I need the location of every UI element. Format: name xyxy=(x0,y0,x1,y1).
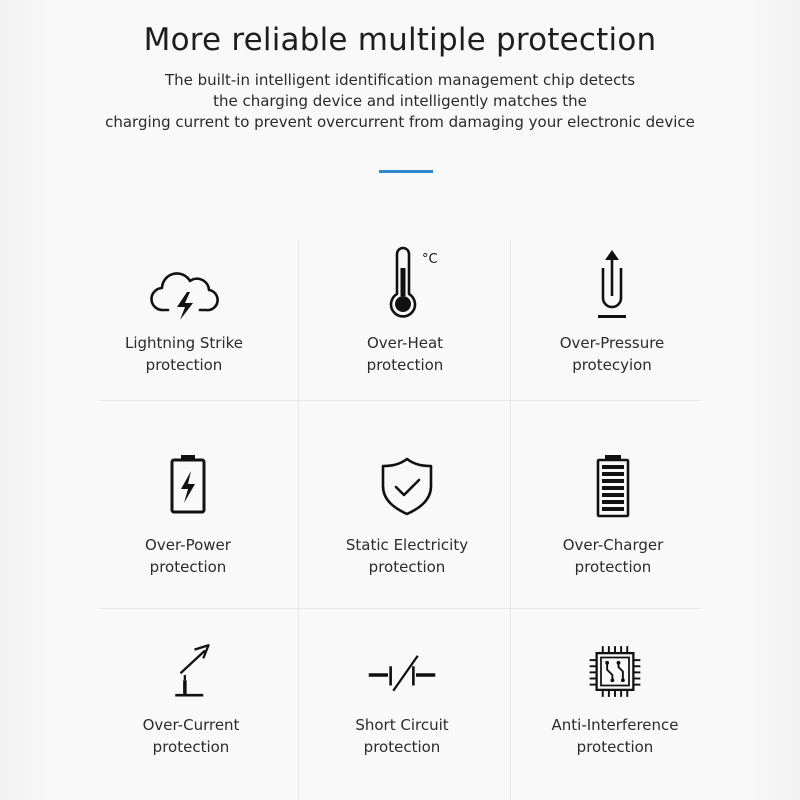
feature-over-heat xyxy=(305,244,505,376)
feature-label: Over-Current protection xyxy=(142,716,240,756)
feature-label: Over-Power protection xyxy=(145,536,231,576)
subtitle-line-3: charging current to prevent overcurrent from damaging your electronic device xyxy=(105,113,695,131)
battery-full-icon xyxy=(573,450,653,530)
battery-bolt-icon xyxy=(148,450,228,530)
pressure-arrow-icon xyxy=(572,244,652,324)
svg-text:°C: °C xyxy=(422,252,438,267)
feature-static-electricity xyxy=(307,450,507,578)
feature-label: Over-Pressure protecyion xyxy=(559,334,665,374)
page-title: More reliable multiple protection xyxy=(143,22,657,58)
accent-divider xyxy=(379,170,433,173)
grid-vline-2 xyxy=(510,240,511,800)
feature-label: Anti-Interference protection xyxy=(551,716,679,756)
feature-over-power xyxy=(88,450,288,578)
page-subtitle xyxy=(0,70,800,133)
feature-label: Over-Charger protection xyxy=(562,536,664,576)
subtitle-line-1: The built-in intelligent identification management chip detects xyxy=(164,71,636,89)
feature-over-current xyxy=(91,640,291,758)
grid-hline-2 xyxy=(100,608,700,609)
feature-anti-interference xyxy=(515,640,715,758)
feature-short-circuit xyxy=(302,640,502,758)
feature-label: Short Circuit protection xyxy=(355,716,449,756)
chip-icon xyxy=(575,640,655,710)
current-arrow-icon xyxy=(151,640,231,710)
grid-hline-1 xyxy=(100,400,700,401)
feature-over-pressure xyxy=(512,244,712,376)
feature-label: Over-Heat protection xyxy=(366,334,444,374)
feature-label: Static Electricity protection xyxy=(345,536,469,576)
lightning-cloud-icon xyxy=(144,252,224,332)
subtitle-line-2: the charging device and intelligently matches the xyxy=(213,92,587,110)
thermometer-icon xyxy=(365,244,445,324)
feature-lightning-strike xyxy=(84,252,284,376)
grid-vline-1 xyxy=(298,240,299,800)
feature-over-charger xyxy=(513,450,713,578)
shield-check-icon xyxy=(367,450,447,530)
short-circuit-icon xyxy=(357,640,447,710)
feature-label: Lightning Strike protection xyxy=(124,334,244,374)
